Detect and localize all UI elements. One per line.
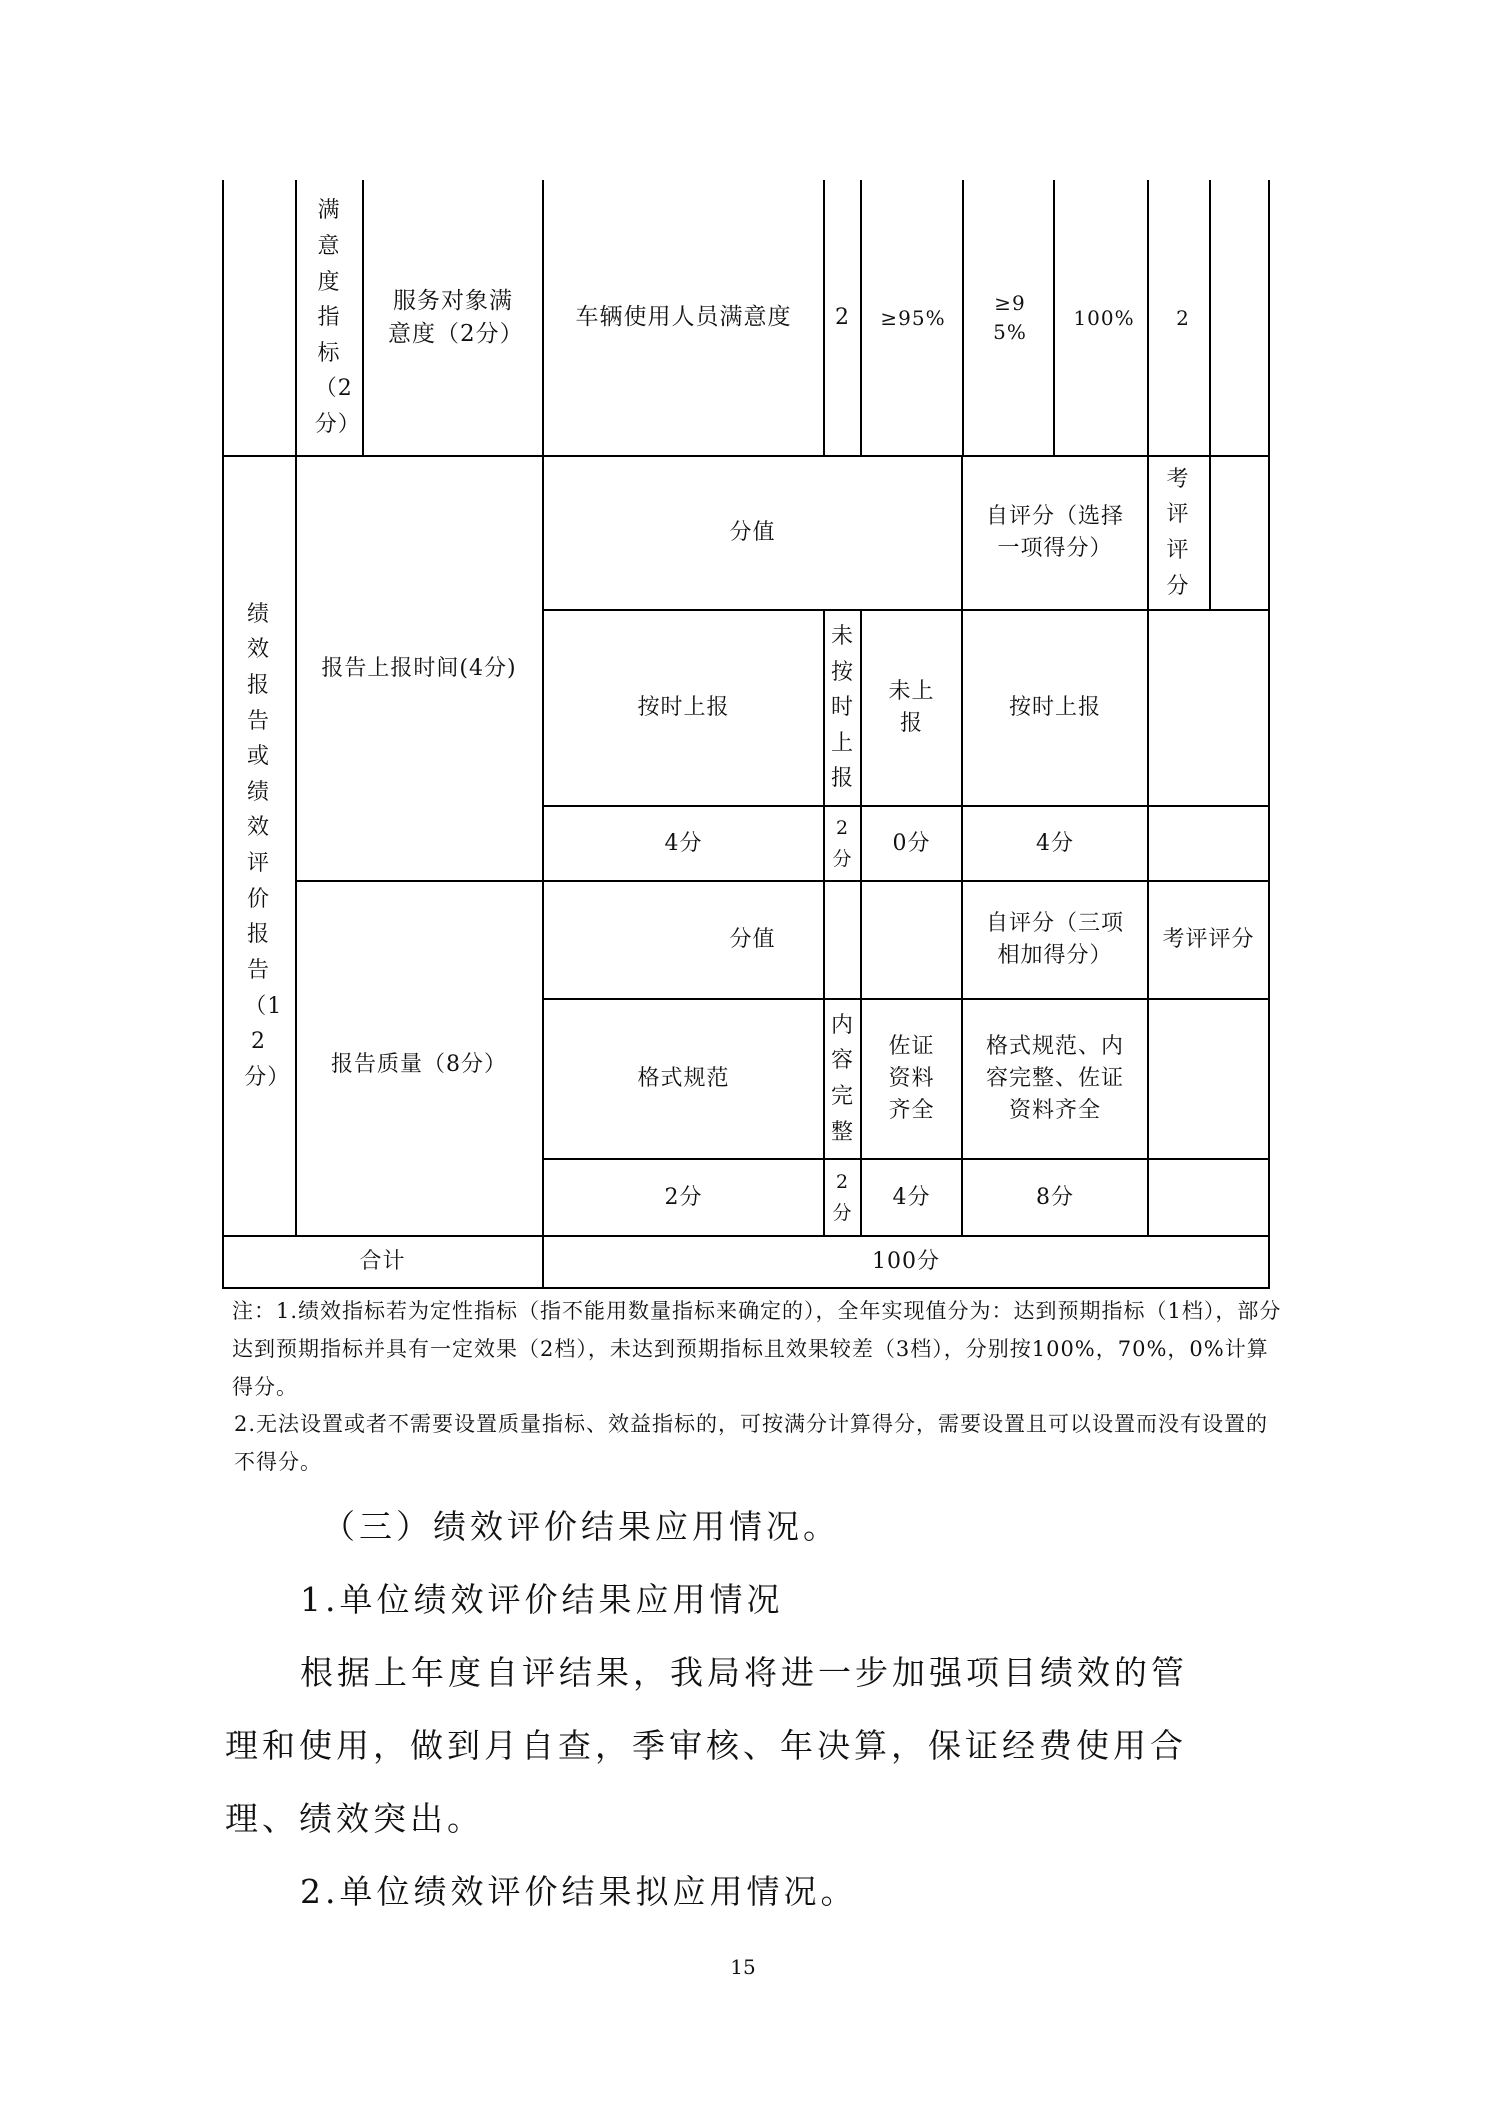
report-category: 绩效报告或绩效评价报告（12分） xyxy=(244,601,291,1090)
table-rule xyxy=(222,1235,1270,1237)
report-time-self-score-cell xyxy=(962,806,1148,881)
satisfaction-actual: ≥95% xyxy=(993,291,1027,344)
satisfaction-indicator-cell xyxy=(543,182,824,454)
satisfaction-weight: 2 xyxy=(835,305,850,331)
table-rule xyxy=(543,805,1270,807)
report-quality-option-format: 格式规范 xyxy=(637,1066,730,1092)
report-time-value-header-cell xyxy=(543,456,962,610)
table-rule xyxy=(1053,180,1055,456)
satisfaction-score: 2 xyxy=(1176,305,1190,330)
report-quality-self-option: 格式规范、内容完整、佐证资料齐全 xyxy=(985,1034,1124,1123)
total-value: 100分 xyxy=(872,1248,940,1274)
table-rule xyxy=(1209,180,1211,610)
report-time-self-option: 按时上报 xyxy=(1008,695,1101,721)
table-rule xyxy=(962,180,964,456)
report-quality-option-content: 内容完整 xyxy=(830,1012,854,1145)
report-quality-label-cell xyxy=(295,881,543,1236)
paragraph-line: 理、绩效突出。 xyxy=(225,1799,484,1838)
report-time-self-header-cell xyxy=(962,456,1148,610)
report-quality-score-cell xyxy=(824,1159,861,1236)
table-rule xyxy=(362,180,364,456)
satisfaction-target: ≥95% xyxy=(880,305,946,330)
report-time-option-none: 未上报 xyxy=(888,679,935,736)
table-rule xyxy=(543,998,1270,1000)
report-quality-option-cell xyxy=(861,999,962,1159)
report-time-score-late: 2分 xyxy=(832,816,853,870)
report-time-label: 报告上报时间(4分) xyxy=(321,656,517,681)
report-quality-value-header: 分值 xyxy=(729,927,776,953)
subheading-2: 2.单位绩效评价结果拟应用情况。 xyxy=(300,1872,858,1911)
report-quality-self-score: 8分 xyxy=(1036,1184,1074,1210)
paragraph-line: 理和使用，做到月自查，季审核、年决算，保证经费使用合 xyxy=(225,1726,1187,1765)
table-rule xyxy=(860,180,862,456)
report-quality-self-score-cell xyxy=(962,1159,1148,1236)
satisfaction-sub-indicator-cell xyxy=(363,182,543,454)
report-time-self-score: 4分 xyxy=(1036,830,1074,856)
satisfaction-indicator: 车辆使用人员满意度 xyxy=(575,304,792,331)
report-time-score-cell xyxy=(861,806,962,881)
satisfaction-category-cell xyxy=(295,182,363,454)
table-note-2: 2.无法设置或者不需要设置质量指标、效益指标的，可按满分计算得分，需要设置且可以设置而没有设置的不得分。 xyxy=(234,1412,1269,1474)
report-time-score-none: 0分 xyxy=(892,830,931,856)
report-time-label-cell xyxy=(295,456,543,881)
table-rule xyxy=(222,455,1270,457)
report-quality-self-header-cell xyxy=(962,881,1148,999)
table-rule xyxy=(295,880,1270,882)
table-rule xyxy=(1147,180,1149,1236)
total-label: 合计 xyxy=(359,1248,406,1274)
table-rule xyxy=(222,180,224,1289)
table-rule xyxy=(823,180,825,456)
table-rule xyxy=(222,1287,1270,1289)
page-number: 15 xyxy=(730,1955,756,1979)
report-quality-label: 报告质量（8分） xyxy=(331,1052,507,1077)
report-time-self-option-cell xyxy=(962,610,1148,806)
table-rule xyxy=(543,1158,1270,1160)
paragraph-line: 根据上年度自评结果，我局将进一步加强项目绩效的管 xyxy=(300,1653,1188,1692)
table-note-1: 注：1.绩效指标若为定性指标（指不能用数量指标来确定的），全年实现值分为：达到预期指标（1档），部分达到预期指标并具有一定效果（2档），未达到预期指标且效果较差（3档），分别按100%，70%，0%计算得分。 xyxy=(232,1299,1282,1399)
table-rule xyxy=(860,609,862,1236)
subheading-1: 1.单位绩效评价结果应用情况 xyxy=(300,1580,784,1619)
table-rule xyxy=(961,455,963,1236)
report-time-option-cell xyxy=(543,610,824,806)
table-rule xyxy=(543,609,1270,611)
satisfaction-sub-indicator: 服务对象满意度（2分） xyxy=(388,287,524,347)
total-value-cell xyxy=(543,1236,1269,1287)
report-time-option-ontime: 按时上报 xyxy=(637,695,730,721)
report-quality-score-format: 2分 xyxy=(664,1184,703,1210)
table-rule xyxy=(1268,180,1270,1289)
satisfaction-target-cell xyxy=(861,182,965,454)
report-quality-option-cell xyxy=(543,999,824,1159)
satisfaction-score-cell xyxy=(1153,182,1213,454)
satisfaction-rate-cell xyxy=(1055,182,1153,454)
table-rule xyxy=(295,180,297,1237)
section-heading: （三）绩效评价结果应用情况。 xyxy=(322,1507,840,1546)
report-quality-review-header: 考评评分 xyxy=(1162,927,1255,953)
report-quality-option-cell xyxy=(824,999,861,1159)
report-category-cell xyxy=(222,456,295,1236)
report-quality-option-evidence: 佐证资料齐全 xyxy=(888,1034,935,1123)
report-time-value-header: 分值 xyxy=(729,520,776,546)
satisfaction-category: 满意度指标（2分） xyxy=(314,198,361,438)
table-rule xyxy=(823,609,825,1236)
satisfaction-weight-cell xyxy=(824,182,861,454)
satisfaction-actual-cell xyxy=(965,182,1055,454)
report-quality-self-option-cell xyxy=(962,999,1148,1159)
report-quality-score-content: 2分 xyxy=(832,1170,853,1224)
report-time-score-ontime: 4分 xyxy=(664,830,703,856)
report-time-score-cell xyxy=(543,806,824,881)
table-rule xyxy=(542,180,544,1289)
report-quality-score-cell xyxy=(861,1159,962,1236)
total-label-cell xyxy=(222,1236,543,1287)
report-time-review-header: 考评评分 xyxy=(1166,466,1190,599)
report-quality-score-evidence: 4分 xyxy=(892,1184,931,1210)
report-time-score-cell xyxy=(824,806,861,881)
report-time-option-late: 未按时上报 xyxy=(830,623,854,792)
report-time-review-header-cell xyxy=(1148,456,1208,610)
report-quality-value-header-cell xyxy=(543,881,962,999)
report-time-option-cell xyxy=(861,610,962,806)
report-time-self-header: 自评分（选择一项得分） xyxy=(985,504,1124,561)
report-quality-self-header: 自评分（三项相加得分） xyxy=(985,911,1124,968)
report-quality-review-header-cell xyxy=(1148,881,1269,999)
report-quality-score-cell xyxy=(543,1159,824,1236)
report-time-option-cell xyxy=(824,610,861,806)
satisfaction-rate: 100% xyxy=(1073,305,1135,330)
